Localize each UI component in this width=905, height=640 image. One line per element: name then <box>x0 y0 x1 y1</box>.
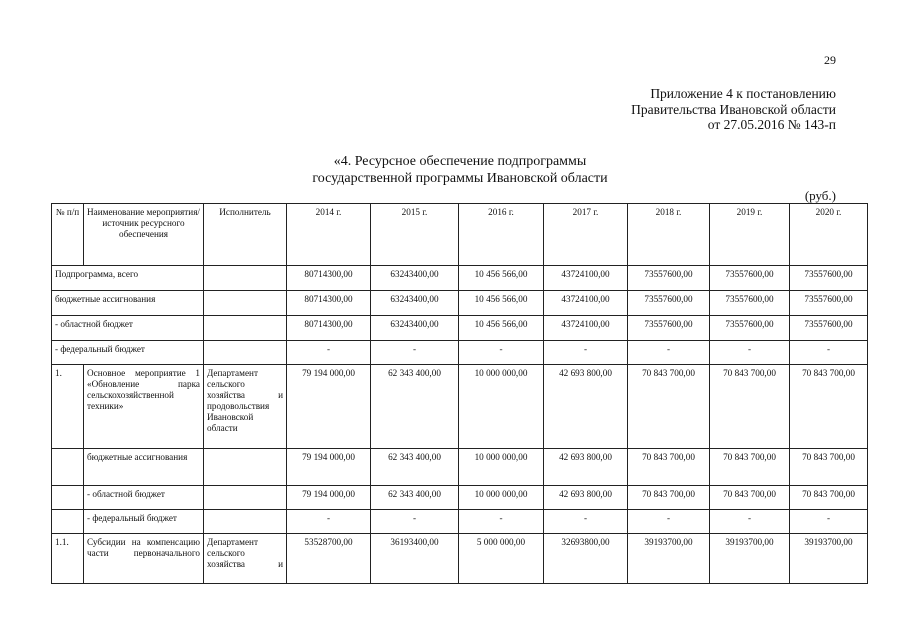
value-cell: 42 693 800,00 <box>544 365 628 449</box>
value-cell: 10 000 000,00 <box>459 365 544 449</box>
value-cell: 43724100,00 <box>544 316 628 341</box>
table-row <box>52 534 868 584</box>
value-cell: - <box>287 341 371 365</box>
row-executor <box>204 266 287 291</box>
table-row <box>52 510 868 534</box>
value-cell: 73557600,00 <box>710 316 790 341</box>
value-cell: 10 000 000,00 <box>459 449 544 486</box>
value-cell: 39193700,00 <box>628 534 710 584</box>
row-label: Основное мероприятие 1 «Обновление парка сельскохозяйственной техники» <box>84 365 204 449</box>
header-year: 2017 г. <box>544 204 628 266</box>
title-line-2: государственной программы Ивановской области <box>312 171 608 186</box>
row-label: бюджетные ассигнования <box>84 449 204 486</box>
appendix-line-1: Приложение 4 к постановлению <box>650 86 836 101</box>
value-cell: 10 456 566,00 <box>459 316 544 341</box>
value-cell: 73557600,00 <box>710 266 790 291</box>
value-cell: - <box>628 341 710 365</box>
row-label: - федеральный бюджет <box>84 510 204 534</box>
value-cell: 42 693 800,00 <box>544 449 628 486</box>
table-row <box>52 341 868 365</box>
value-cell: 79 194 000,00 <box>287 365 371 449</box>
value-cell: - <box>459 341 544 365</box>
appendix-reference <box>631 86 836 133</box>
value-cell: 70 843 700,00 <box>710 449 790 486</box>
value-cell: 10 456 566,00 <box>459 266 544 291</box>
page-number: 29 <box>824 53 836 67</box>
row-num: 1. <box>52 365 84 449</box>
value-cell: 70 843 700,00 <box>790 365 868 449</box>
row-label: Субсидии на компенсацию части первоначального <box>84 534 204 584</box>
value-cell: 73557600,00 <box>710 291 790 316</box>
value-cell: 63243400,00 <box>371 266 459 291</box>
value-cell: 70 843 700,00 <box>710 486 790 510</box>
row-executor: Департамент сельского хозяйства и <box>204 534 287 584</box>
row-num: 1.1. <box>52 534 84 584</box>
row-num <box>52 510 84 534</box>
value-cell: - <box>371 341 459 365</box>
value-cell: 79 194 000,00 <box>287 449 371 486</box>
value-cell: 70 843 700,00 <box>790 449 868 486</box>
table-row <box>52 266 868 291</box>
value-cell: 63243400,00 <box>371 291 459 316</box>
row-executor <box>204 291 287 316</box>
value-cell: 80714300,00 <box>287 291 371 316</box>
table-row <box>52 365 868 449</box>
value-cell: 70 843 700,00 <box>628 365 710 449</box>
value-cell: - <box>287 510 371 534</box>
value-cell: 73557600,00 <box>790 291 868 316</box>
row-label: бюджетные ассигнования <box>52 291 204 316</box>
row-executor <box>204 341 287 365</box>
value-cell: 39193700,00 <box>710 534 790 584</box>
value-cell: 10 456 566,00 <box>459 291 544 316</box>
row-num <box>52 449 84 486</box>
value-cell: 32693800,00 <box>544 534 628 584</box>
value-cell: 79 194 000,00 <box>287 486 371 510</box>
value-cell: - <box>710 510 790 534</box>
value-cell: 70 843 700,00 <box>790 486 868 510</box>
value-cell: - <box>628 510 710 534</box>
value-cell: 62 343 400,00 <box>371 449 459 486</box>
value-cell: 73557600,00 <box>628 266 710 291</box>
header-year: 2015 г. <box>371 204 459 266</box>
value-cell: 53528700,00 <box>287 534 371 584</box>
table-row <box>52 291 868 316</box>
table-row <box>52 486 868 510</box>
value-cell: 73557600,00 <box>628 291 710 316</box>
table-row <box>52 449 868 486</box>
row-executor <box>204 510 287 534</box>
value-cell: - <box>371 510 459 534</box>
value-cell: 62 343 400,00 <box>371 365 459 449</box>
header-year: 2018 г. <box>628 204 710 266</box>
value-cell: - <box>790 510 868 534</box>
value-cell: 80714300,00 <box>287 316 371 341</box>
row-executor <box>204 449 287 486</box>
value-cell: 5 000 000,00 <box>459 534 544 584</box>
value-cell: - <box>544 341 628 365</box>
row-num <box>52 486 84 510</box>
value-cell: 73557600,00 <box>628 316 710 341</box>
header-year: 2019 г. <box>710 204 790 266</box>
appendix-line-3: от 27.05.2016 № 143-п <box>707 117 836 132</box>
value-cell: 73557600,00 <box>790 266 868 291</box>
value-cell: 10 000 000,00 <box>459 486 544 510</box>
value-cell: 39193700,00 <box>790 534 868 584</box>
header-num: № п/п <box>52 204 84 266</box>
row-label: Подпрограмма, всего <box>52 266 204 291</box>
value-cell: 70 843 700,00 <box>628 486 710 510</box>
value-cell: - <box>790 341 868 365</box>
value-cell: 70 843 700,00 <box>710 365 790 449</box>
header-year: 2014 г. <box>287 204 371 266</box>
value-cell: 63243400,00 <box>371 316 459 341</box>
row-executor <box>204 316 287 341</box>
value-cell: - <box>459 510 544 534</box>
header-executor: Исполнитель <box>204 204 287 266</box>
value-cell: 42 693 800,00 <box>544 486 628 510</box>
document-title <box>200 153 720 187</box>
value-cell: - <box>710 341 790 365</box>
value-cell: - <box>544 510 628 534</box>
currency-unit: (руб.) <box>804 188 836 203</box>
value-cell: 70 843 700,00 <box>628 449 710 486</box>
table-header-row <box>52 204 868 266</box>
value-cell: 73557600,00 <box>790 316 868 341</box>
value-cell: 36193400,00 <box>371 534 459 584</box>
value-cell: 62 343 400,00 <box>371 486 459 510</box>
row-executor: Департамент сельского хозяйства и продовольствия Ивановской области <box>204 365 287 449</box>
value-cell: 43724100,00 <box>544 266 628 291</box>
value-cell: 80714300,00 <box>287 266 371 291</box>
header-year: 2020 г. <box>790 204 868 266</box>
resource-table <box>51 203 868 584</box>
row-label: - федеральный бюджет <box>52 341 204 365</box>
row-executor <box>204 486 287 510</box>
table-row <box>52 316 868 341</box>
header-year: 2016 г. <box>459 204 544 266</box>
row-label: - областной бюджет <box>52 316 204 341</box>
header-name: Наименование мероприятия/ источник ресурсного обеспечения <box>84 204 204 266</box>
row-label: - областной бюджет <box>84 486 204 510</box>
appendix-line-2: Правительства Ивановской области <box>631 101 836 117</box>
title-line-1: «4. Ресурсное обеспечение подпрограммы <box>333 154 587 169</box>
value-cell: 43724100,00 <box>544 291 628 316</box>
